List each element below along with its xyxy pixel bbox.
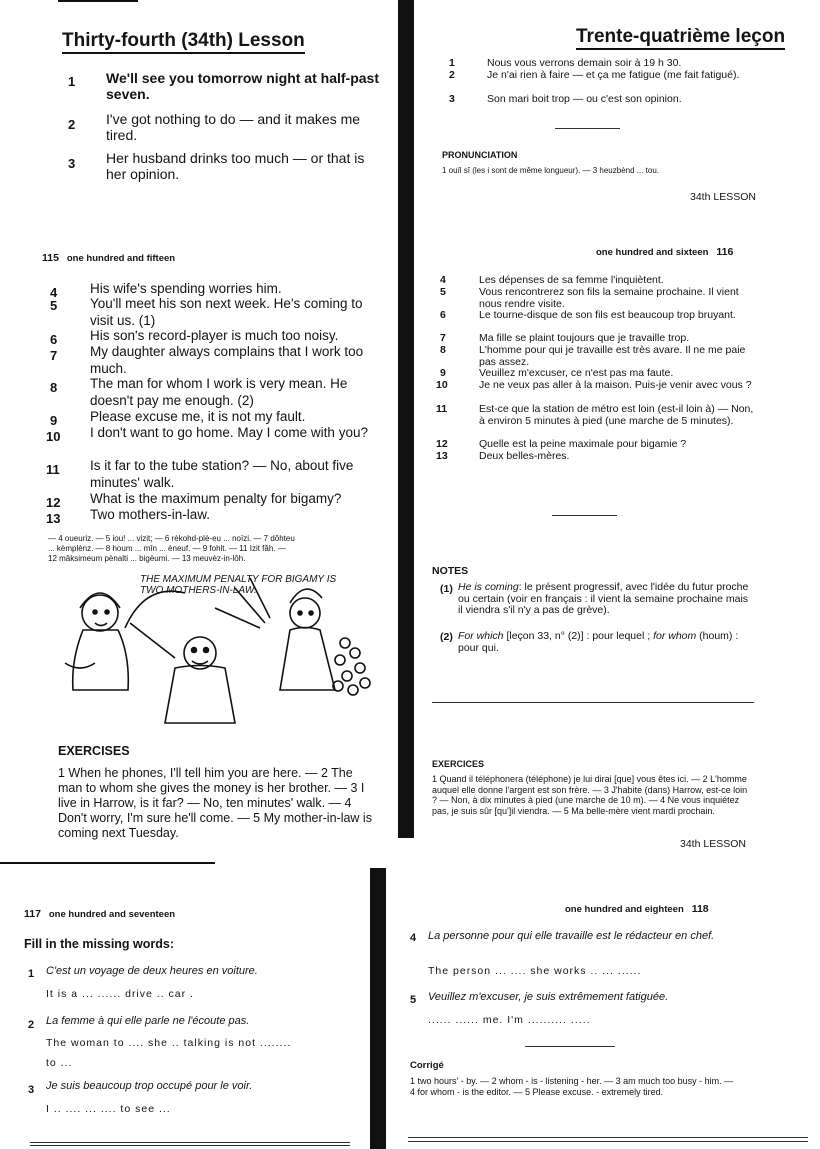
pronunciation-line: — 4 oueuriz. — 5 iou! ... vizit; — 6 rèkohd-plè-eu ... noïzi. — 7 dôhteu [48, 534, 295, 543]
translation-line: Son mari boit trop — ou c'est son opinion. [487, 93, 682, 105]
item-number: 4 [410, 932, 417, 944]
exercise-prompt: La personne pour qui elle travaille est le rédacteur en chef. [428, 930, 715, 942]
dialogue-line: I've got nothing to do — and it makes me tired. [106, 111, 361, 143]
dialogue-line: You'll meet his son next week. He's coming to visit us. (1) [90, 296, 363, 328]
note-2-term-2: for whom [653, 630, 697, 642]
item-number: 5 [410, 994, 417, 1006]
page-footer: 34th LESSON [690, 191, 756, 203]
dialogue-line: I don't want to go home. May I come with you? [90, 425, 368, 440]
page-number-words: one hundred and eighteen [565, 904, 684, 915]
dialogue-line: My daughter always complains that I work too much. [90, 344, 364, 376]
exercises-heading: EXERCISES [58, 744, 130, 758]
exercise-prompt: Veuillez m'excuser, je suis extrêmement fatiguée. [428, 991, 669, 1003]
exercise-blank-line: to ... [46, 1057, 73, 1069]
page-number-words: one hundred and seventeen [48, 909, 176, 920]
bottom-rule [30, 1145, 350, 1146]
page-header [565, 903, 709, 915]
item-number: 3 [449, 93, 455, 105]
note-1-text: : le présent progressif, avec l'idée du futur proche ou certain (voir en français : il vient la semaine prochaine mais il viendra s'il n'y a pas de grève). [458, 581, 749, 616]
pronunciation-line: ... kèmplènz. — 8 houm ... mîn ... èneuf. — 9 fohlt. — 11 Izit fâh. — [48, 544, 286, 553]
item-number: 8 [440, 344, 446, 356]
page-header [596, 246, 733, 258]
pronunciation-heading: PRONUNCIATION [442, 150, 518, 160]
note-2-ref: [leçon 33, n° (2)] : pour lequel ; [506, 630, 651, 642]
cartoon-illustration [55, 568, 380, 726]
separator [525, 1046, 615, 1047]
item-number: 11 [46, 462, 60, 477]
item-number: 2 [449, 69, 455, 81]
item-number: 13 [436, 450, 448, 462]
item-number: 6 [440, 309, 446, 321]
translation-line: Nous vous verrons demain soir à 19 h 30. [487, 57, 682, 69]
pronunciation-text: 1 ouïl sî (les i sont de même longueur). — 3 heuzbènd ... tou. [442, 166, 660, 175]
item-number: 6 [50, 332, 58, 347]
gutter-bar-middle [398, 218, 414, 838]
exercise-blank-line: ...... ...... me. I'm .......... ..... [428, 1014, 591, 1026]
corrige-heading: Corrigé [410, 1060, 444, 1071]
exercises-text: 1 When he phones, I'll tell him you are here. — 2 The man to whom she gives the money is her brother. — 3 I live in Harrow, is it far? — No, ten minutes' walk. — 4 Don't worry, I'm sure he'll come. — 5 My mother-in-law is coming next Tuesday. [58, 766, 372, 840]
translation-line: Est-ce que la station de métro est loin (est-il loin à) — Non, à environ 5 minutes à pied (une marche de 5 minutes). [479, 403, 754, 427]
note-number: (1) [440, 583, 453, 595]
item-number: 5 [440, 286, 446, 298]
bottom-rule [408, 1137, 808, 1138]
translation-line: Ma fille se plaint toujours que je travaille trop. [479, 332, 690, 344]
corrige-text: 1 two hours' - by. — 2 whom - is - listening - her. — 3 am much too busy - him. — 4 for whom - is the editor. — 5 Please excuse. - extremely tired. [410, 1076, 734, 1097]
item-number: 11 [436, 403, 448, 415]
note-2-term: For which [458, 630, 504, 642]
translation-line: Je ne veux pas aller à la maison. Puis-je venir avec vous ? [479, 379, 752, 391]
translation-line: L'homme pour qui je travaille est très avare. Il ne me paie pas assez. [479, 344, 746, 368]
note-1-term: He is coming [458, 581, 519, 593]
item-number: 7 [440, 332, 446, 344]
page-number: 118 [691, 903, 709, 915]
translation-line: Vous rencontrerez son fils la semaine prochaine. Il vient nous rendre visite. [479, 286, 739, 310]
dialogue-line: The man for whom I work is very mean. He doesn't pay me enough. (2) [90, 376, 348, 408]
exercise-prompt: La femme à qui elle parle ne l'écoute pas. [46, 1015, 250, 1027]
item-number: 1 [28, 968, 35, 980]
page-header [24, 908, 175, 920]
dialogue-line: Two mothers-in-law. [90, 507, 211, 522]
bottom-rule [408, 1141, 808, 1142]
note-2-end: (houm) : pour qui. [458, 630, 739, 654]
section-rule-left [0, 862, 215, 864]
exercices-heading: EXERCICES [432, 759, 485, 769]
dialogue-line: Is it far to the tube station? — No, about five minutes' walk. [90, 458, 354, 490]
notes-heading: NOTES [432, 565, 469, 577]
item-number: 3 [28, 1084, 35, 1096]
exercise-blank-line: The person ... .... she works .. ... ...... [428, 965, 642, 977]
dialogue-line: His wife's spending worries him. [90, 281, 282, 296]
page-number: 115 [42, 252, 59, 264]
page-number: 117 [24, 908, 41, 920]
page-number: 116 [716, 246, 734, 258]
gutter-bar-top [398, 0, 414, 218]
dialogue-line: What is the maximum penalty for bigamy? [90, 491, 342, 506]
item-number: 10 [436, 379, 448, 391]
exercise-prompt: C'est un voyage de deux heures en voiture. [46, 965, 258, 977]
item-number: 4 [50, 285, 58, 300]
dialogue-line: Please excuse me, it is not my fault. [90, 409, 306, 424]
translation-line: Les dépenses de sa femme l'inquiètent. [479, 274, 664, 286]
note-number: (2) [440, 631, 453, 643]
fill-heading: Fill in the missing words: [24, 937, 175, 951]
separator [555, 128, 620, 129]
item-number: 1 [68, 74, 76, 89]
lesson-title-text: Thirty-fourth (34th) Lesson [62, 30, 305, 54]
note-2 [458, 631, 754, 654]
page-header [42, 252, 175, 264]
dialogue-line: Her husband drinks too much — or that is her opinion. [106, 150, 365, 182]
item-number: 7 [50, 348, 58, 363]
item-number: 9 [440, 367, 446, 379]
exercise-blank-line: The woman to .... she .. talking is not ........ [46, 1037, 292, 1049]
gutter-bar-bottom [370, 868, 386, 1149]
exercise-blank-line: It is a ... ...... drive .. car . [46, 988, 194, 1000]
item-number: 2 [28, 1019, 35, 1031]
pronunciation-line: 12 mâksimeum pènalti ... bigèumi. — 13 meuvèz-in-lôh. [48, 554, 246, 563]
item-number: 8 [50, 380, 58, 395]
translation-line: Deux belles-mères. [479, 450, 570, 462]
item-number: 12 [436, 438, 448, 450]
note-1 [458, 582, 754, 617]
item-number: 12 [46, 495, 61, 510]
translation-line: Je n'ai rien à faire — et ça me fatigue (me fait fatigué). [487, 69, 740, 81]
exercise-prompt: Je suis beaucoup trop occupé pour le voir. [46, 1080, 253, 1092]
cartoon-caption: THE MAXIMUM PENALTY FOR BIGAMY IS TWO MOTHERS-IN-LAW. [140, 574, 337, 596]
lesson-title-text: Trente-quatrième leçon [576, 26, 785, 50]
exercise-blank-line: I .. .... ... .... to see ... [46, 1103, 171, 1115]
item-number: 10 [46, 429, 61, 444]
separator [552, 515, 617, 516]
separator [432, 702, 754, 703]
item-number: 9 [50, 413, 58, 428]
item-number: 3 [68, 156, 76, 171]
translation-line: Le tourne-disque de son fils est beaucoup trop bruyant. [479, 309, 736, 321]
item-number: 5 [50, 298, 58, 313]
item-number: 4 [440, 274, 446, 286]
lesson-title-en [62, 30, 305, 52]
dialogue-line: His son's record-player is much too noisy. [90, 328, 339, 343]
item-number: 1 [449, 57, 455, 69]
bottom-rule [30, 1142, 350, 1143]
page-number-words: one hundred and sixteen [596, 247, 709, 258]
item-number: 2 [68, 117, 76, 132]
dialogue-line: We'll see you tomorrow night at half-past seven. [106, 70, 379, 102]
item-number: 13 [46, 511, 61, 526]
page-number-words: one hundred and fifteen [66, 253, 176, 264]
translation-line: Quelle est la peine maximale pour bigamie ? [479, 438, 687, 450]
lesson-title-fr [576, 26, 785, 48]
translation-line: Veuillez m'excuser, ce n'est pas ma faute. [479, 367, 674, 379]
exercices-text: 1 Quand il téléphonera (téléphone) je lui dirai [que] vous êtes ici. — 2 L'homme auquel elle donne l'argent est son frère. — 3 J'habite (dans) Harrow, est-ce loin ? — Non, à dix minutes à pied (une marche de 10 m). — 4 Ne vous inquiétez pas, je suis sûr [qu']il viendra. — 5 Ma belle-mère vient mardi prochain. [432, 774, 748, 816]
top-rule-left [58, 0, 138, 2]
page-footer: 34th LESSON [680, 838, 746, 850]
